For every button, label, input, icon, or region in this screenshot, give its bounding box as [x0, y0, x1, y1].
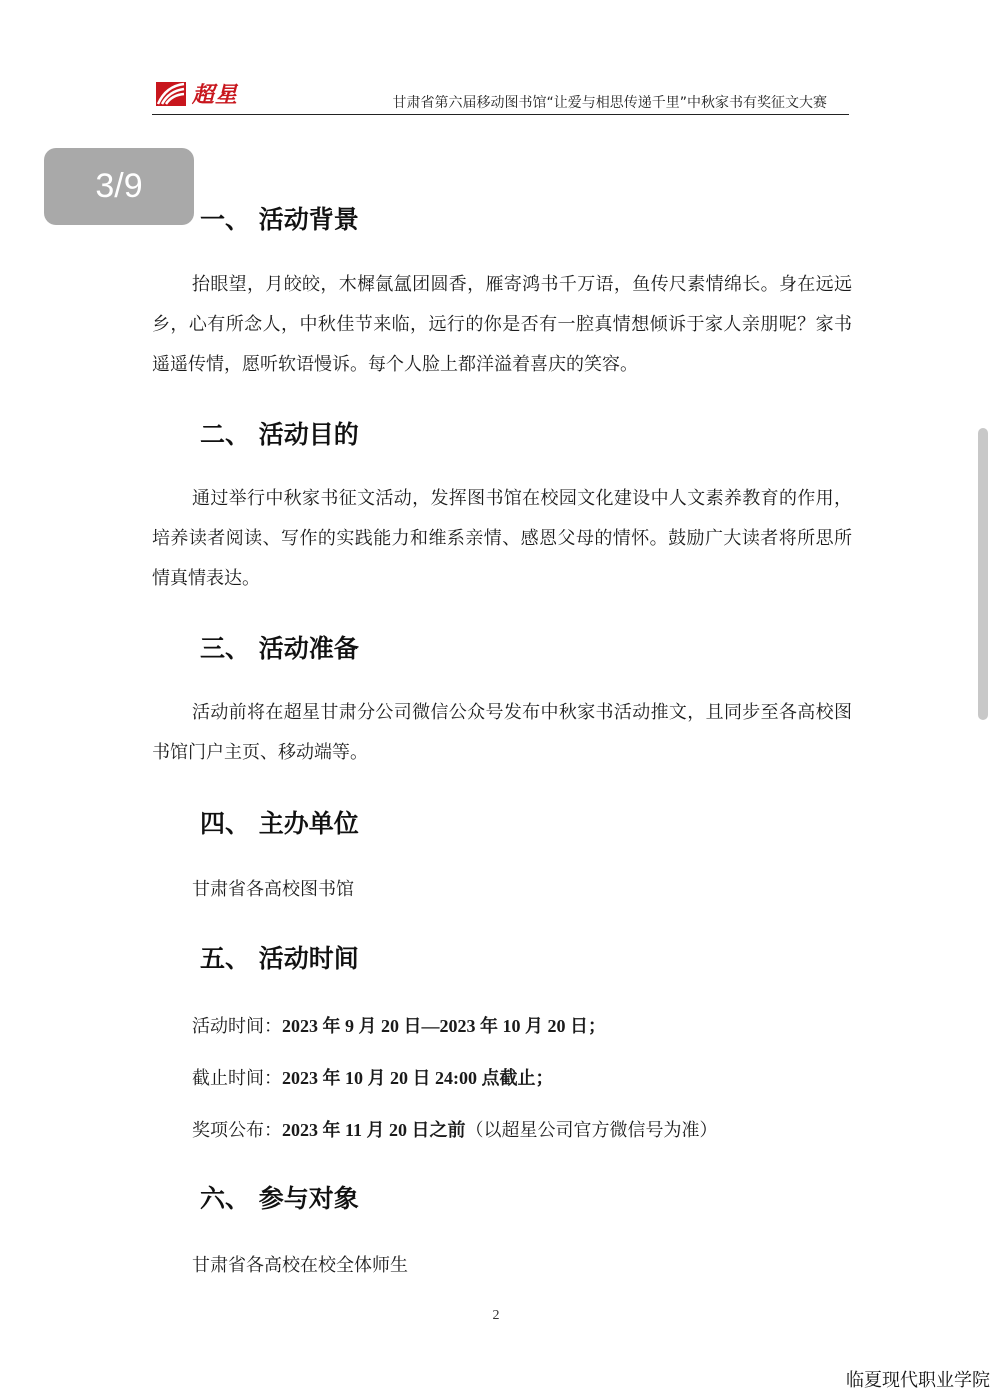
section-body-organizer: 甘肃省各高校图书馆 — [192, 879, 354, 900]
watermark-text: 临夏现代职业学院 — [846, 1370, 990, 1391]
section-heading-organizer: 四、 主办单位 — [200, 809, 359, 838]
scrollbar[interactable] — [978, 428, 988, 720]
section-body-preparation: 活动前将在超星甘肃分公司微信公众号发布中秋家书活动推文，且同步至各高校图书馆门户主页、移动端等。 — [152, 702, 852, 763]
time-item-value: 2023 年 9 月 20 日—2023 年 10 月 20 日； — [282, 1016, 606, 1036]
time-item-value: 2023 年 10 月 20 日 24:00 点截止； — [282, 1068, 554, 1088]
section-body-purpose: 通过举行中秋家书征文活动，发挥图书馆在校园文化建设中人文素养教育的作用，培养读者阅读、写作的实践能力和维系亲情、感恩父母的情怀。鼓励广大读者将所思所情真情表达。 — [152, 488, 852, 589]
time-item-announcement — [192, 1116, 718, 1142]
time-item-activity — [192, 1012, 606, 1038]
section-heading-participants: 六、 参与对象 — [200, 1184, 359, 1213]
section-body-background: 抬眼望，月皎皎，木樨氤氲团圆香，雁寄鸿书千万语，鱼传尺素情绵长。身在远远乡，心有所念人，中秋佳节来临，远行的你是否有一腔真情想倾诉于家人亲朋呢？家书遥遥传情，愿听软语慢诉。每个人脸上都洋溢着喜庆的笑容。 — [152, 274, 852, 375]
section-heading-purpose: 二、 活动目的 — [200, 420, 359, 449]
section-heading-background: 一、 活动背景 — [200, 205, 359, 234]
page-number: 2 — [492, 1308, 500, 1323]
page-indicator: 3/9 — [44, 148, 194, 225]
time-item-label: 截止时间： — [192, 1068, 282, 1089]
logo-text: 超星 — [192, 82, 239, 108]
chaoxing-logo-icon — [156, 80, 188, 108]
time-item-deadline — [192, 1064, 554, 1090]
section-heading-preparation: 三、 活动准备 — [200, 634, 359, 663]
time-item-value: 2023 年 11 月 20 日之前 — [282, 1120, 466, 1140]
time-item-label: 活动时间： — [192, 1016, 282, 1037]
section-body-participants: 甘肃省各高校在校全体师生 — [192, 1255, 408, 1276]
time-item-label: 奖项公布： — [192, 1120, 282, 1141]
header-title: 甘肃省第六届移动图书馆“让爱与相思传递千里”中秋家书有奖征文大赛 — [392, 95, 827, 111]
time-item-suffix: （以超星公司官方微信号为准） — [465, 1120, 718, 1141]
section-heading-time: 五、 活动时间 — [200, 944, 359, 973]
logo — [156, 78, 238, 109]
document-header — [152, 72, 849, 115]
